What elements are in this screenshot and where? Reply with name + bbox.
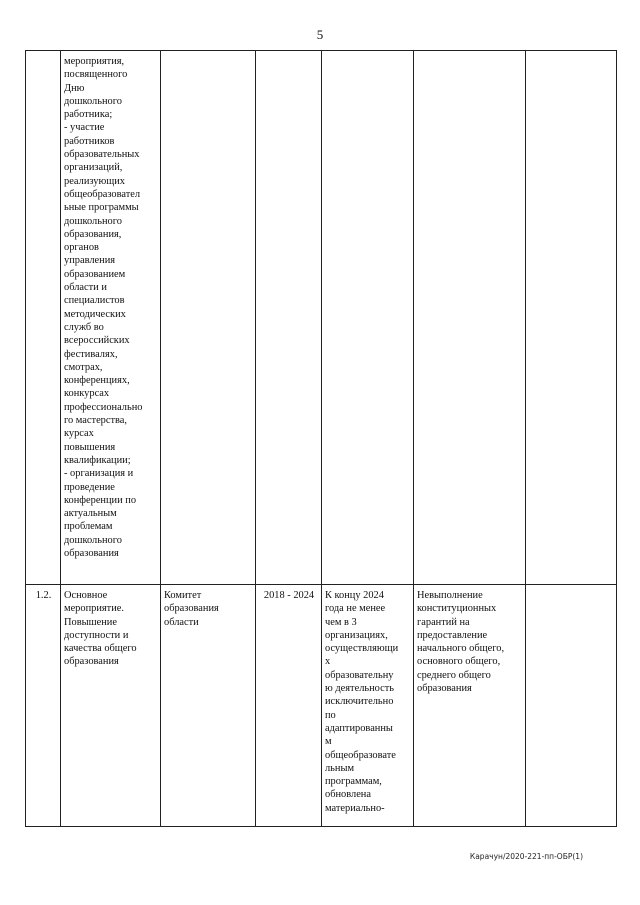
document-code: Карачун/2020-221-пп-ОБР(1) <box>469 852 583 861</box>
cell-measure: Основное мероприятие. Повышение доступности и качества общего образования <box>61 585 161 827</box>
cell-years: 2018 - 2024 <box>256 585 322 827</box>
cell-measure: мероприятия, посвященного Дню дошкольного работника; - участие работников образовательных организаций, реализующих общеобразовател ьные программы дошкольного образования, органов управления образованием области и специалистов методических служб во всероссийских фестивалях, смотрах, конференциях, конкурсах профессионально го мастерства, курсах повышения квалификации; - организация и проведение конференции по актуальным проблемам дошкольного образования <box>61 51 161 585</box>
cell-years <box>256 51 322 585</box>
cell-result <box>322 51 414 585</box>
cell-number <box>26 51 61 585</box>
cell-executor <box>161 51 256 585</box>
cell-consequences: Невыполнение конституционных гарантий на предоставление начального общего, основного общего, среднего общего образования <box>414 585 526 827</box>
table-row <box>26 585 617 827</box>
cell-link <box>526 51 617 585</box>
page-number: 5 <box>316 27 324 42</box>
cell-result: К концу 2024 года не менее чем в 3 организациях, осуществляющи х образовательну ю деятельность исключительно по адаптированны м общеобразовате льным программам, обновлена материально- <box>322 585 414 827</box>
cell-link <box>526 585 617 827</box>
measures-table <box>25 50 617 827</box>
cell-executor: Комитет образования области <box>161 585 256 827</box>
cell-number: 1.2. <box>26 585 61 827</box>
table-row <box>26 51 617 585</box>
cell-consequences <box>414 51 526 585</box>
